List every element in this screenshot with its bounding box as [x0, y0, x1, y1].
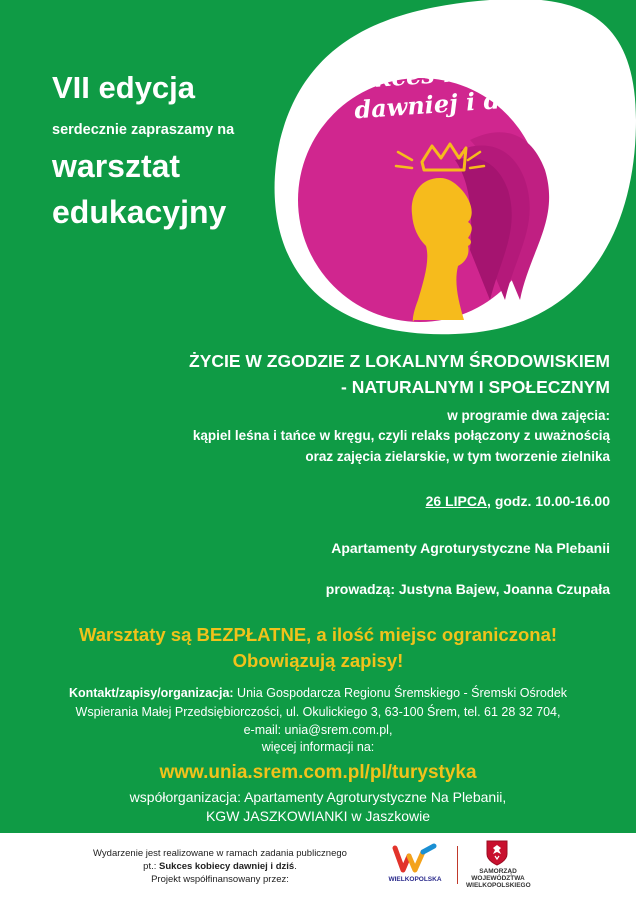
workshop-heading	[52, 143, 226, 235]
samorzad-label-line3: WIELKOPOLSKIEGO	[466, 882, 531, 889]
contact-line2: Wspierania Małej Przedsiębiorczości, ul. Okulickiego 3, 63-100 Śrem, tel. 61 28 32 704,	[75, 705, 561, 719]
program-line2: kąpiel leśna i tańce w kręgu, czyli relaks połączony z uważnością	[192, 428, 610, 443]
workshop-line1: warsztat	[52, 148, 181, 184]
samorzad-label-line2: WOJEWÓDZTWA	[471, 875, 525, 882]
tagline-line2: dawniej i dziś	[353, 82, 538, 125]
contact-label: Kontakt/zapisy/organizacja:	[68, 686, 234, 700]
contact-email[interactable]: e-mail: unia@srem.com.pl,	[243, 723, 393, 737]
program-title-line2: - NATURALNYM I SPOŁECZNYM	[341, 377, 610, 397]
program-line1: w programie dwa zajęcia:	[447, 408, 610, 423]
edition-heading: VII edycja	[52, 70, 196, 105]
footer-line2	[60, 860, 380, 874]
footer-line2-prefix: pt.:	[143, 861, 160, 872]
footer-line2-suffix: .	[294, 861, 297, 872]
footer-project-name: Sukces kobiecy dawniej i dziś	[159, 861, 295, 872]
event-time: , godz. 10.00-16.00	[487, 493, 610, 509]
logo-divider	[457, 846, 458, 884]
program-title-line1: ŻYCIE W ZGODZIE Z LOKALNYM ŚRODOWISKIEM	[189, 351, 610, 371]
footer-line1: Wydarzenie jest realizowane w ramach zadania publicznego	[93, 848, 347, 859]
workshop-line2: edukacyjny	[52, 194, 227, 230]
samorzad-label-line1: SAMORZĄD	[479, 868, 517, 875]
contact-more-info: więcej informacji na:	[261, 740, 375, 754]
footer-line3: Projekt współfinansowany przez:	[151, 874, 289, 885]
coorganizer-line1: współorganizacja: Apartamenty Agroturystyczne Na Plebanii,	[129, 789, 507, 805]
wielkopolska-logo-icon	[392, 842, 438, 874]
event-venue: Apartamenty Agroturystyczne Na Plebanii	[331, 540, 610, 556]
contact-line1	[0, 686, 636, 700]
event-leaders: prowadzą: Justyna Bajew, Joanna Czupała	[325, 581, 610, 597]
free-notice-line2: Obowiązują zapisy!	[232, 650, 404, 671]
free-notice-line1: Warsztaty są BEZPŁATNE, a ilość miejsc ograniczona!	[78, 624, 558, 645]
contact-org: Unia Gospodarcza Regionu Śremskiego - Śremski Ośrodek	[233, 686, 568, 700]
tagline-line1: sukces kobiecy	[342, 52, 547, 96]
info-url-link[interactable]: www.unia.srem.com.pl/pl/turystyka	[159, 762, 477, 783]
event-day: 26 LIPCA	[425, 493, 488, 509]
wielkopolska-logo-label: WIELKOPOLSKA	[388, 876, 442, 883]
invite-text: serdecznie zapraszamy na	[52, 122, 235, 138]
samorzad-logo-label	[466, 868, 530, 889]
program-line3: oraz zajęcia zielarskie, w tym tworzenie zielnika	[305, 449, 610, 464]
coorganizer-line2: KGW JASZKOWIANKI w Jaszkowie	[205, 808, 431, 824]
event-date	[426, 493, 610, 509]
coat-of-arms-icon	[486, 840, 508, 866]
